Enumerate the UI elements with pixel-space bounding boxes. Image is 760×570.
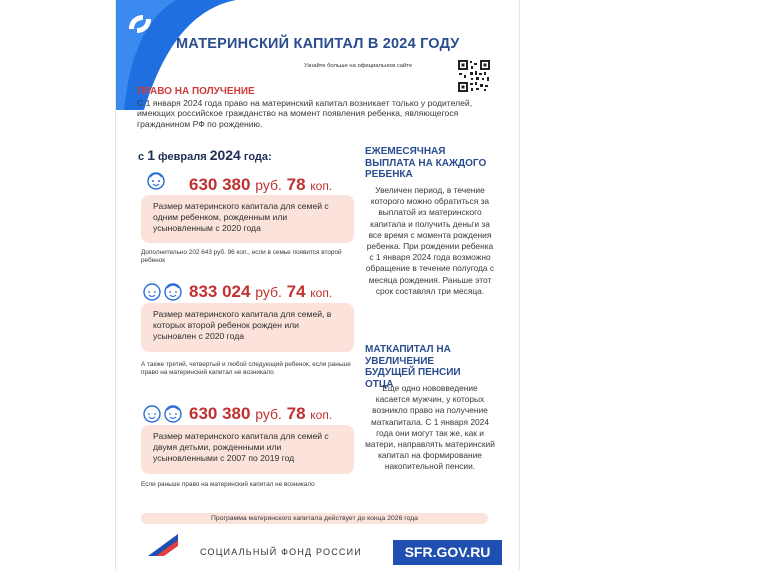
amount-2-note: А также третий, четвертый и любой следующий ребенок, если раньше право на материнский капитал не возникало — [141, 361, 351, 376]
more-info-text: Узнайте больше на официальном сайте — [304, 63, 413, 69]
national-projects-badge-icon — [148, 534, 178, 556]
amount-3-description-box — [141, 425, 354, 474]
amount-3-description: Размер материнского капитала для семей с двумя детьми, рожденными или усыновленными с 2007 по 2019 год — [153, 431, 329, 463]
poster — [115, 0, 520, 570]
amount-2-description-box — [141, 303, 354, 352]
amount-3: 630 380 руб. 78 коп. — [189, 404, 333, 423]
pension-title: МАТКАПИТАЛ НА УВЕЛИЧЕНИЕ БУДУЩЕЙ ПЕНСИИ ОТЦА — [365, 344, 461, 390]
sfr-logo-icon — [125, 9, 155, 39]
monthly-payment-text: Увеличен период, в течение которого можно обратиться за выплатой из материнского капитала и получить деньги за все время с момента рождения ребенка. При рождении ребенка с 1 января 2024 года возможно обращение в течение полугода с месяца рождения. Раньше этот срок составлял три месяца. — [365, 185, 495, 296]
amount-2: 833 024 руб. 74 коп. — [189, 282, 333, 301]
qr-code-icon[interactable] — [457, 59, 491, 93]
amount-2-description: Размер материнского капитала для семей, в которых второй ребенок рожден или усыновлен с 2020 года — [153, 309, 332, 341]
program-note: Программа материнского капитала действует до конца 2026 года — [141, 513, 488, 524]
monthly-payment-title: ЕЖЕМЕСЯЧНАЯ ВЫПЛАТА НА КАЖДОГО РЕБЕНКА — [365, 146, 487, 180]
two-children-icon-2 — [142, 404, 184, 424]
amount-1-description: Размер материнского капитала для семей с одним ребенком, рожденным или усыновленным с 2020 года — [153, 201, 329, 233]
since-date: с 1 февраля 2024 года: — [138, 147, 272, 163]
page-title: МАТЕРИНСКИЙ КАПИТАЛ В 2024 ГОДУ — [176, 36, 460, 52]
pension-text: Еще одно нововведение касается мужчин, у которых возникло право на получение маткапитала. С 1 января 2024 года они могут так же, как и матери, направлять материнский капитал на формирование накопительной пенсии. — [365, 383, 495, 472]
amount-1: 630 380 руб. 78 коп. — [189, 175, 333, 194]
right-section-text: С 1 января 2024 года право на материнский капитал возникает только у родителей, имеющих российское гражданство на момент появления ребенка, являющегося гражданином РФ по рождению. — [137, 98, 473, 129]
amount-1-description-box — [141, 195, 354, 243]
site-link[interactable]: SFR.GOV.RU — [393, 540, 502, 565]
fund-name: СОЦИАЛЬНЫЙ ФОНД РОССИИ — [200, 547, 362, 557]
right-section-title: ПРАВО НА ПОЛУЧЕНИЕ — [137, 86, 255, 97]
amount-3-note: Если раньше право на материнский капитал не возникало — [141, 481, 315, 488]
amount-1-note: Дополнительно 202 643 руб. 96 коп., если в семье появится второй ребенок — [141, 249, 342, 264]
two-children-icon — [142, 282, 184, 302]
one-child-icon — [145, 169, 167, 191]
